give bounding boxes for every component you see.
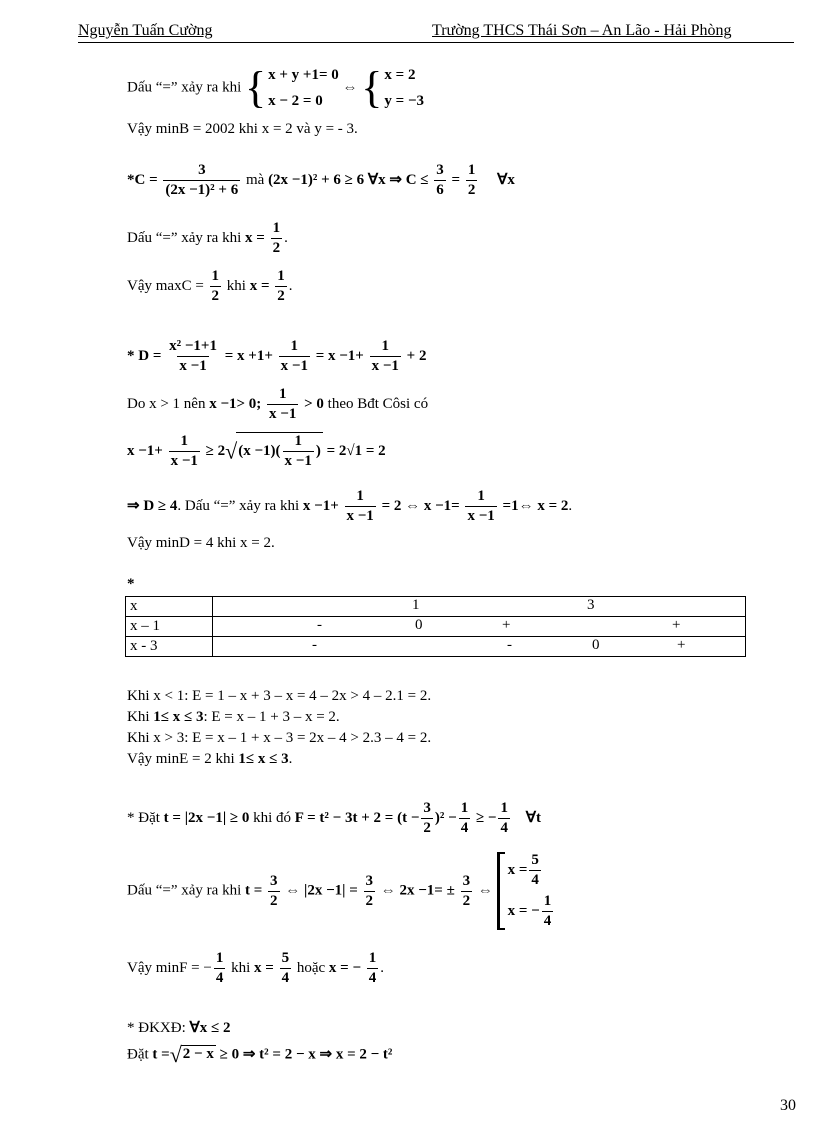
cauchy-inequality: x −1+ $\frac{1}{x -1}$ ≥ 2√(x −1)( $\frac{1}{x -1}$ ) = 2√1 = 2: [127, 433, 386, 469]
equality-condition-d: ⇒ D ≥ 4. Dấu “=” xảy ra khi x −1+ $\frac{1}{x -1}$ = 2 ⇔ x −1= $\frac{1}{x -1}$ =1⇔ x = 2.: [127, 488, 573, 524]
substitution-g: Đặt t =√2 − x ≥ 0 ⇒ t² = 2 − x ⇒ x = 2 − t²: [127, 1042, 393, 1067]
equality-condition-f: Dấu “=” xảy ra khi t = $\frac{3}{2}$ ⇔ |2x −1| = $\frac{3}{2}$ ⇔ 2x −1= ± $\frac{3}{2}$ ⇔ x = $\frac{5}{4}$ x = − $\frac{1}{4}$: [127, 852, 552, 929]
case-e2: Khi 1≤ x ≤ 3: E = x – 1 + 3 – x = 2.: [127, 709, 340, 725]
conclusion-min-f: Vậy minF = − $\frac{1}{4}$ khi x = $\frac{5}{4}$ hoặc x = − $\frac{1}{4}$ .: [127, 950, 385, 986]
table-row: x 1 3: [126, 597, 746, 617]
expression-c: *C = $\frac{3}{\text{(2x −1)² + 6}}$ mà (2x −1)² + 6 ≥ 6 ∀x ⇒ C ≤ $\frac{3}{6}$ = $\frac{1}{2}$ ∀x: [127, 162, 515, 198]
bullet-e: *: [127, 576, 135, 592]
page-number: 30: [780, 1097, 796, 1114]
table-row: x – 1 - 0 + +: [126, 617, 746, 637]
conclusion-max-c: Vậy maxC = $\frac{1}{2}$ khi x = $\frac{1}{2}$ .: [127, 268, 293, 304]
case-e1: Khi x < 1: E = 1 – x + 3 – x = 4 – 2x > 4 – 2.1 = 2.: [127, 688, 432, 704]
equality-condition-c: Dấu “=” xảy ra khi x = $\frac{1}{2}$ .: [127, 220, 288, 256]
expression-f: * Đặt t = |2x −1| ≥ 0 khi đó F = t² − 3t + 2 = (t − $\frac{3}{2}$ )² − $\frac{1}{4}$ ≥ − $\frac{1}{4}$ ∀t: [127, 800, 541, 836]
conclusion-min-e: Vậy minE = 2 khi 1≤ x ≤ 3.: [127, 751, 293, 767]
header-author: Nguyễn Tuấn Cường: [78, 22, 213, 39]
table-row: x - 3 - - 0 +: [126, 637, 746, 657]
header-rule: [78, 42, 794, 43]
case-e3: Khi x > 3: E = x – 1 + x – 3 = 2x – 4 > 2.3 – 4 = 2.: [127, 730, 432, 746]
conclusion-min-d: Vậy minD = 4 khi x = 2.: [127, 535, 275, 551]
domain-g: * ĐKXĐ: ∀x ≤ 2: [127, 1020, 231, 1036]
header-school: Trường THCS Thái Sơn – An Lão - Hải Phòng: [432, 22, 732, 39]
equality-condition-b: Dấu “=” xảy ra khi { x + y +1= 0 x − 2 = 0 ⇔ { x = 2 y = −3: [127, 63, 425, 112]
condition-d: Do x > 1 nên x −1> 0; $\frac{1}{x -1}$ > 0 theo Bđt Côsi có: [127, 386, 429, 422]
sign-table: [125, 596, 746, 657]
expression-d: * D = $\frac{\text{x² −1+1}}{x -1}$ = x +1+ $\frac{1}{x -1}$ = x −1+ $\frac{1}{x -1}$ + 2: [127, 338, 427, 374]
conclusion-min-b: Vậy minB = 2002 khi x = 2 và y = - 3.: [127, 121, 358, 137]
